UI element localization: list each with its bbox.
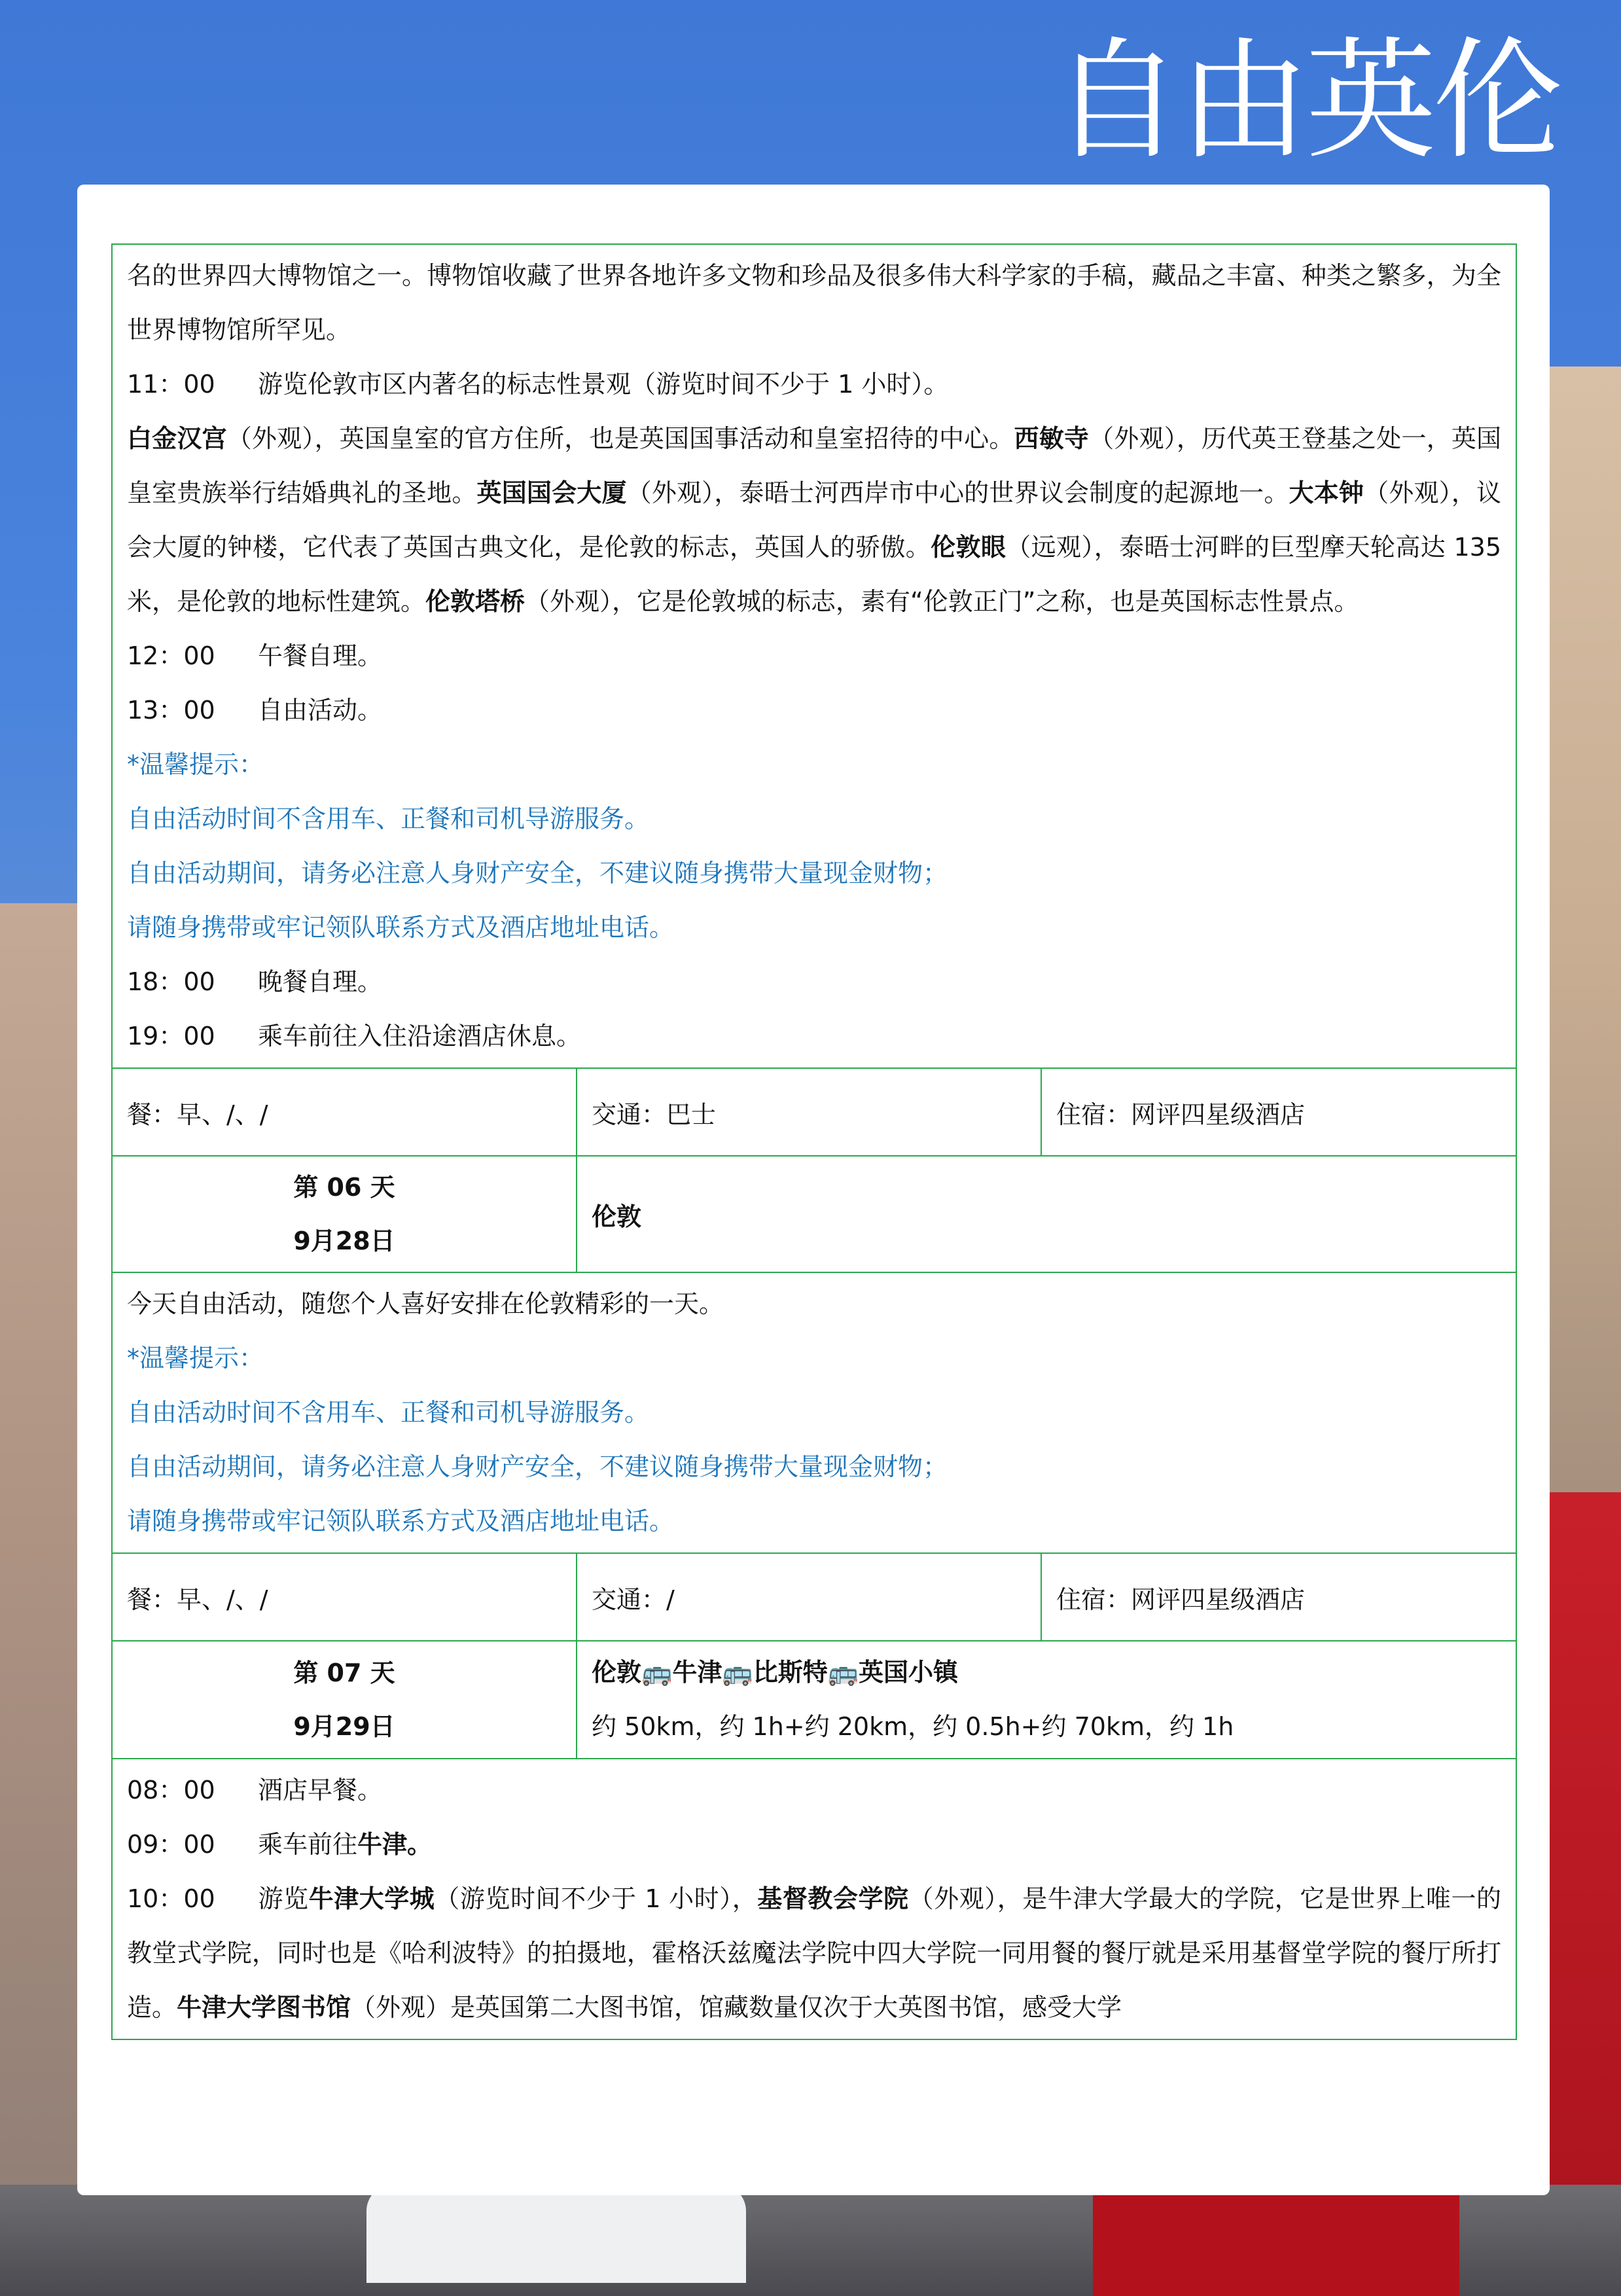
bus-icon: 🚌 xyxy=(641,1658,673,1687)
schedule-1100: 11：00 游览伦敦市区内著名的标志性景观（游览时间不少于 1 小时）。 xyxy=(127,370,949,399)
day6-intro: 今天自由活动，随您个人喜好安排在伦敦精彩的一天。 xyxy=(127,1289,724,1318)
day5-details xyxy=(112,244,1516,1068)
background-van xyxy=(366,2185,746,2283)
bus-icon: 🚌 xyxy=(722,1658,753,1687)
itinerary-card xyxy=(77,185,1550,2195)
museum-intro: 名的世界四大博物馆之一。博物馆收藏了世界各地许多文物和珍品及很多伟大科学家的手稿，藏品之丰富、种类之繁多，为全世界博物馆所罕见。 xyxy=(127,261,1502,344)
day6-header-row xyxy=(112,1156,1516,1272)
tip-title: *温馨提示： xyxy=(127,750,264,779)
tip-line: 请随身携带或牢记领队联系方式及酒店地址电话。 xyxy=(127,1507,675,1535)
tip-line: 自由活动时间不含用车、正餐和司机导游服务。 xyxy=(127,804,650,833)
day7-details xyxy=(112,1759,1516,2039)
schedule-1200: 12：00 午餐自理。 xyxy=(127,641,383,670)
schedule-0900: 09：00 乘车前往牛津。 xyxy=(127,1830,433,1859)
schedule-1000: 10：00 游览牛津大学城（游览时间不少于 1 小时），基督教会学院（外观），是牛津大学最大的学院，它是世界上唯一的教堂式学院，同时也是《哈利波特》的拍摄地，霍格沃兹魔法学院中四大学院一同用餐的餐厅就是采用基督堂学院的餐厅所打造。牛津大学图书馆（外观）是英国第二大图书馆，馆藏数量仅次于大英图书馆，感受大学 xyxy=(127,1884,1502,2022)
day7-route-cell xyxy=(577,1641,1516,1759)
day7-distance: 约 50km，约 1h+约 20km，约 0.5h+约 70km，约 1h xyxy=(592,1712,1234,1741)
schedule-1900: 19：00 乘车前往入住沿途酒店休息。 xyxy=(127,1022,582,1050)
itinerary-table xyxy=(111,243,1517,2040)
transport-info: 交通：/ xyxy=(577,1553,1041,1641)
bus-icon: 🚌 xyxy=(827,1658,859,1687)
day-date: 9月28日 xyxy=(293,1227,395,1255)
day-number: 第 06 天 xyxy=(293,1173,395,1202)
schedule-1800: 18：00 晚餐自理。 xyxy=(127,967,383,996)
day7-label xyxy=(112,1641,577,1759)
meal-info: 餐：早、/、/ xyxy=(112,1068,577,1156)
hotel-info: 住宿：网评四星级酒店 xyxy=(1041,1068,1516,1156)
day7-header-row xyxy=(112,1641,1516,1759)
day5-details-row xyxy=(112,244,1516,1068)
day-date: 9月29日 xyxy=(293,1712,395,1741)
background-red-booth xyxy=(1093,2185,1459,2296)
meal-info: 餐：早、/、/ xyxy=(112,1553,577,1641)
day6-details xyxy=(112,1272,1516,1553)
day6-info-row xyxy=(112,1553,1516,1641)
day7-route: 伦敦🚌牛津🚌比斯特🚌英国小镇 xyxy=(592,1658,959,1687)
day-number: 第 07 天 xyxy=(293,1659,395,1687)
tip-title: *温馨提示： xyxy=(127,1344,264,1372)
landmarks-description: 白金汉宫（外观），英国皇室的官方住所，也是英国国事活动和皇室招待的中心。西敏寺（外观），历代英王登基之处一，英国皇室贵族举行结婚典礼的圣地。英国国会大厦（外观），泰晤士河西岸市中心的世界议会制度的起源地一。大本钟（外观），议会大厦的钟楼，它代表了英国古典文化，是伦敦的标志，英国人的骄傲。伦敦眼（远观），泰晤士河畔的巨型摩天轮高达 135 米，是伦敦的地标性建筑。伦敦塔桥（外观），它是伦敦城的标志，素有“伦敦正门”之称，也是英国标志性景点。 xyxy=(127,424,1501,616)
tip-line: 自由活动时间不含用车、正餐和司机导游服务。 xyxy=(127,1398,650,1427)
day6-label xyxy=(112,1156,577,1272)
schedule-0800: 08：00 酒店早餐。 xyxy=(127,1776,383,1804)
day7-details-row xyxy=(112,1759,1516,2039)
brand-logo: 自由英伦 xyxy=(1052,25,1560,177)
schedule-1300: 13：00 自由活动。 xyxy=(127,696,383,725)
hotel-info: 住宿：网评四星级酒店 xyxy=(1041,1553,1516,1641)
tip-line: 自由活动期间，请务必注意人身财产安全，不建议随身携带大量现金财物； xyxy=(127,859,948,888)
transport-info: 交通：巴士 xyxy=(577,1068,1041,1156)
tip-line: 请随身携带或牢记领队联系方式及酒店地址电话。 xyxy=(127,913,675,942)
tip-line: 自由活动期间，请务必注意人身财产安全，不建议随身携带大量现金财物； xyxy=(127,1452,948,1481)
day6-details-row xyxy=(112,1272,1516,1553)
day6-route: 伦敦 xyxy=(577,1156,1516,1272)
day5-info-row xyxy=(112,1068,1516,1156)
